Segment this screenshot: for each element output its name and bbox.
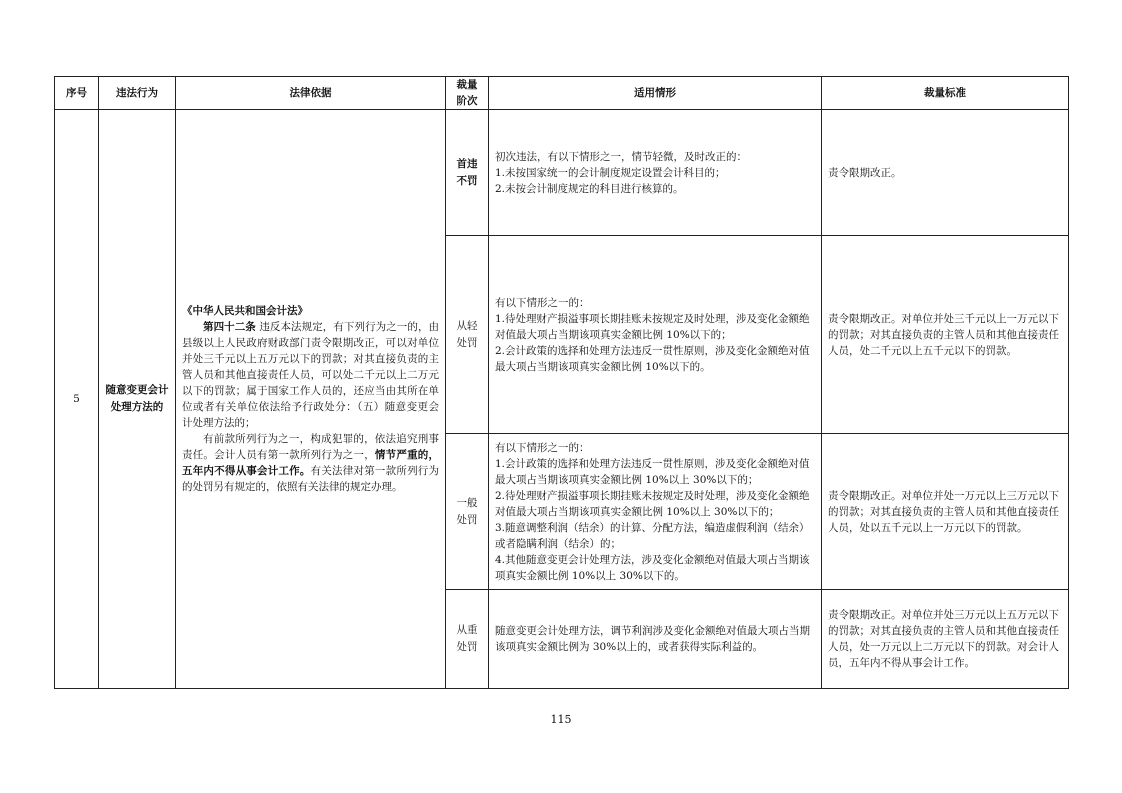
situation-line: 有以下情形之一的：	[495, 296, 590, 309]
row-law-basis	[176, 110, 446, 689]
level-name-line1: 首违	[456, 157, 478, 170]
law-article: 第四十二条	[203, 321, 256, 333]
header-standard: 裁量标准	[822, 77, 1069, 110]
situation-line: 初次违法，有以下情形之一，情节轻微，及时改正的：	[495, 150, 747, 163]
situation-line: 有以下情形之一的：	[495, 441, 590, 454]
level-name-line2: 处罚	[456, 641, 478, 653]
header-situation: 适用情形	[489, 77, 822, 110]
level-situation-0	[489, 110, 822, 236]
row-seq: 5	[55, 110, 99, 689]
level-standard-2: 责令限期改正。对单位并处一万元以上三万元以下的罚款；对其直接负责的主管人员和其他直接责任人员，处以五千元以上一万元以下的罚款。	[822, 434, 1069, 590]
situation-line: 1.待处理财产损溢事项长期挂账未按规定及时处理，涉及变化金额绝对值最大项占当期该项真实金额比例 10%以下的；	[495, 312, 810, 341]
level-name-line1: 从重	[456, 624, 478, 636]
law-para1	[182, 319, 439, 431]
level-name-1	[446, 236, 489, 434]
level-name-line1: 从轻	[456, 319, 478, 332]
level-situation-3	[489, 590, 822, 689]
row-behavior: 随意变更会计处理方法的	[99, 110, 176, 689]
situation-line: 1.未按国家统一的会计制度规定设置会计科目的；	[495, 166, 726, 179]
level-situation-1	[489, 236, 822, 434]
level-situation-2	[489, 434, 822, 590]
situation-line: 2.未按会计制度规定的科目进行核算的。	[495, 182, 684, 195]
level-name-line1: 一般	[456, 496, 478, 509]
situation-line: 3.随意调整利润（结余）的计算、分配方法，编造虚假利润（结余）或者隐瞒利润（结余）的；	[495, 521, 810, 550]
header-behavior: 违法行为	[99, 77, 176, 110]
level-name-line2: 不罚	[456, 174, 478, 187]
situation-line: 2.待处理财产损溢事项长期挂账未按规定及时处理，涉及变化金额绝对值最大项占当期该项真实金额比例 10%以上 30%以下的；	[495, 489, 810, 518]
situation-line: 随意变更会计处理方法，调节利润涉及变化金额绝对值最大项占当期该项真实金额比例为 30%以上的，或者获得实际利益的。	[495, 625, 810, 653]
level-standard-3: 责令限期改正。对单位并处三万元以上五万元以下的罚款；对其直接负责的主管人员和其他直接责任人员，处一万元以上二万元以下的罚款。对会计人员，五年内不得从事会计工作。	[822, 590, 1069, 689]
level-name-0	[446, 110, 489, 236]
header-level-line2: 阶次	[456, 95, 478, 107]
level-name-2	[446, 434, 489, 590]
law-para2-a: 有前款所列行为之一，构成犯罪的，依法追究刑事责任。会计人员有第一款所列行为之一，	[182, 433, 439, 461]
header-seq: 序号	[55, 77, 99, 110]
situation-line: 1.会计政策的选择和处理方法违反一贯性原则，涉及变化金额绝对值最大项占当期该项真实金额比例 10%以上 30%以下的；	[495, 457, 810, 486]
page-number: 115	[550, 713, 572, 726]
level-name-line2: 处罚	[456, 336, 478, 349]
header-row	[55, 77, 1069, 110]
level-standard-0: 责令限期改正。	[822, 110, 1069, 236]
table-row	[55, 110, 1069, 236]
situation-line: 4.其他随意变更会计处理方法，涉及变化金额绝对值最大项占当期该项真实金额比例 10%以上 30%以下的。	[495, 553, 810, 582]
law-para2-bold: 情节严重的，五年内不得从事会计工作。	[182, 449, 440, 477]
law-para1-text: 违反本法规定，有下列行为之一的，由县级以上人民政府财政部门责令限期改正，可以对单位并处三千元以上五万元以下的罚款；对其直接负责的主管人员和其他直接责任人员，可以处二千元以上二万元以下的罚款；属于国家工作人员的，还应当由其所在单位或者有关单位依法给予行政处分：（五）随意变更会计处理方法的；	[182, 321, 440, 429]
level-name-3	[446, 590, 489, 689]
law-title: 《中华人民共和国会计法》	[182, 305, 308, 317]
law-para2	[182, 431, 439, 495]
header-basis: 法律依据	[176, 77, 446, 110]
header-level	[446, 77, 489, 110]
header-level-line1: 裁量	[456, 79, 478, 91]
level-name-line2: 处罚	[456, 513, 478, 526]
situation-line: 2.会计政策的选择和处理方法违反一贯性原则，涉及变化金额绝对值最大项占当期该项真实金额比例 10%以下的。	[495, 344, 810, 373]
discretion-table	[54, 76, 1069, 689]
level-standard-1: 责令限期改正。对单位并处三千元以上一万元以下的罚款；对其直接负责的主管人员和其他直接责任人员，处二千元以上五千元以下的罚款。	[822, 236, 1069, 434]
law-para2-b: 有关法律对第一款所列行为的处罚另有规定的，依照有关法律的规定办理。	[182, 465, 440, 493]
